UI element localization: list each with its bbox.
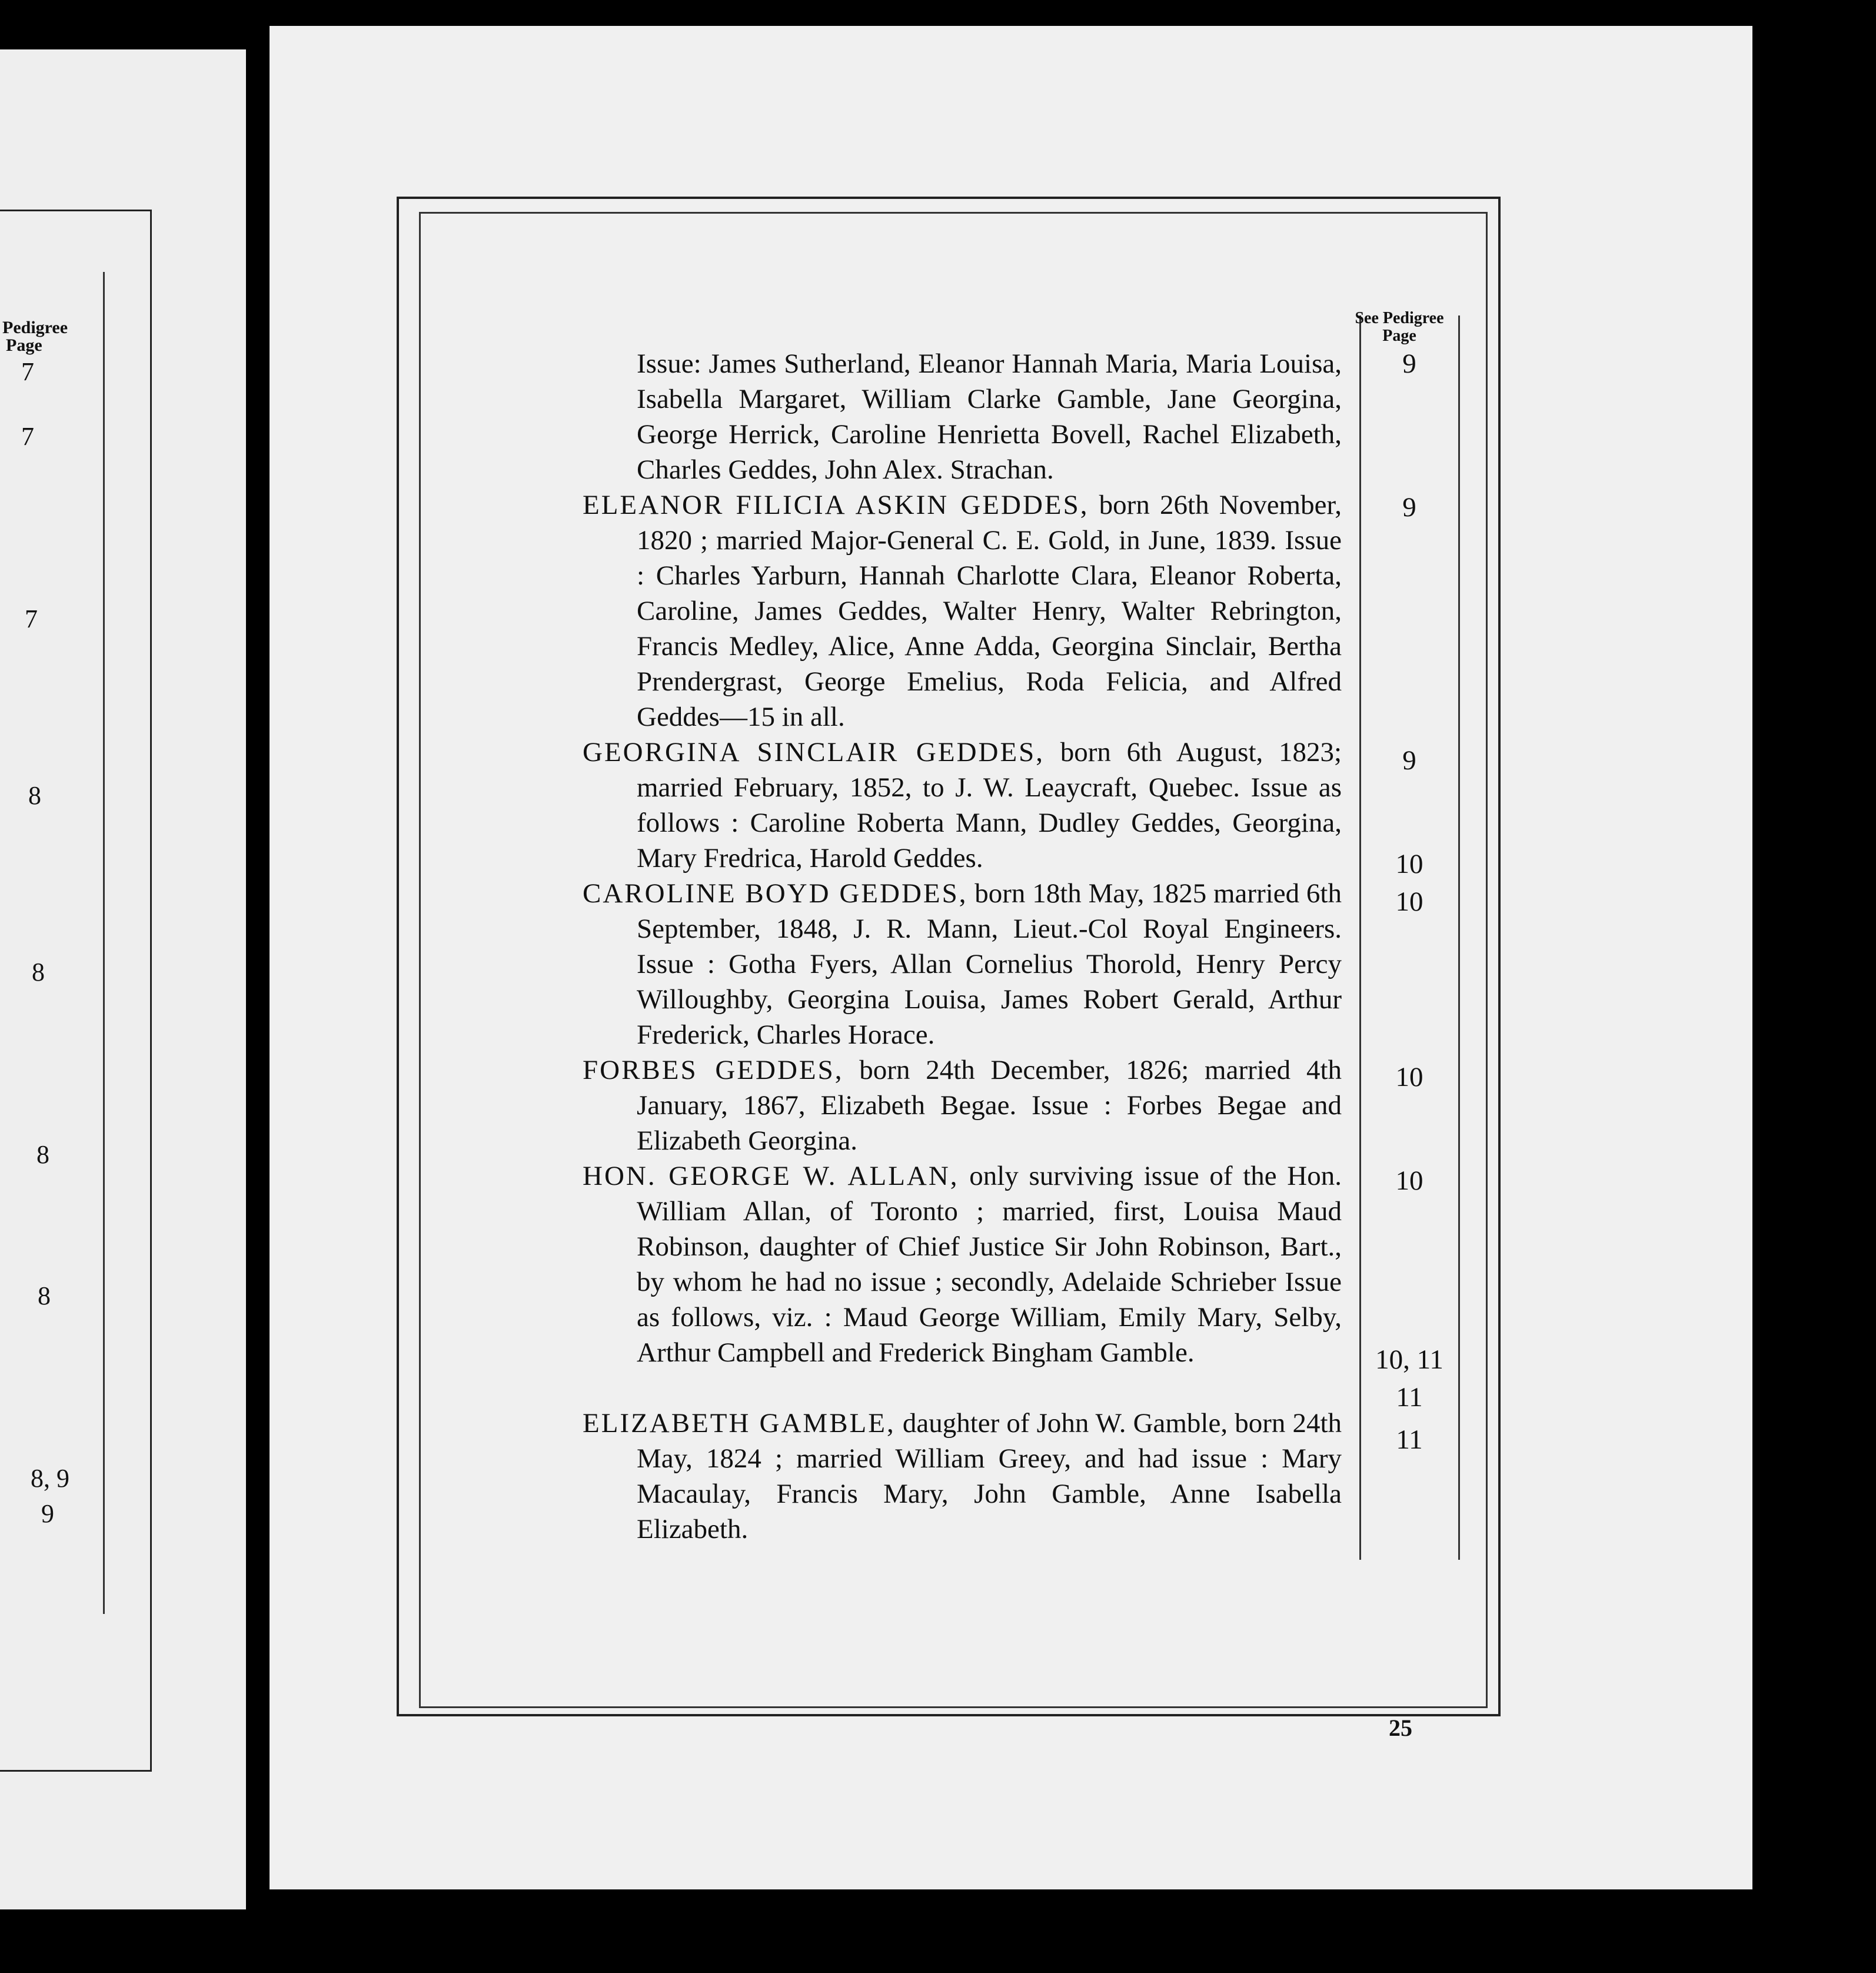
column-header-line: Page [6, 336, 42, 355]
entry-body: born 26th November, 1820 ; married Major-General C. E. Gold, in June, 1839. Issue : Charles Yarburn, Hannah Charlotte Clara, Eleanor Roberta, Caroline, James Geddes, Walter Henry, Walter Rebrington, Francis Medley, Alice, Anne Adda, Georgina Sinclair, Bertha Prendergrast, George Emelius, Roda Felicia, and Alfred Geddes—15 in all. [637, 490, 1342, 732]
genealogy-entries [583, 346, 1342, 1547]
pedigree-page-ref: 10 [1395, 886, 1423, 917]
pedigree-ref: 9 [41, 1499, 54, 1528]
entry-body: only surviving issue of the Hon. William Allan, of Toronto ; married, first, Louisa Maud Robinson, daughter of Chief Justice Sir John Robinson, Bart., by whom he had no issue ; secondly, Adelaide Schrieber Issue as follows, viz. : Maud George William, Emily Mary, Selby, Arthur Campbell and Frederick Bingham Gamble. [637, 1161, 1342, 1368]
person-name: HON. GEORGE W. ALLAN, [583, 1161, 959, 1191]
previous-page-column-rule [103, 272, 105, 1614]
entry-text [583, 487, 1342, 735]
pedigree-page-ref: 9 [1402, 745, 1416, 776]
pedigree-page-ref: 10 [1395, 849, 1423, 879]
reference-column-header [1341, 310, 1458, 345]
previous-page-column-header [2, 319, 85, 354]
person-name: GEORGINA SINCLAIR GEDDES, [583, 737, 1045, 768]
entry-body: Issue: James Sutherland, Eleanor Hannah Maria, Maria Louisa, Isabella Margaret, William Clarke Gamble, Jane Georgina, George Herrick, Caroline Henrietta Bovell, Rachel Elizabeth, Charles Geddes, John Alex. Strachan. [637, 348, 1342, 485]
entry-body: born 6th August, 1823; married February, 1852, to J. W. Leaycraft, Quebec. Issue as follows : Caroline Roberta Mann, Dudley Geddes, Georgina, Mary Fredrica, Harold Geddes. [637, 737, 1342, 873]
pedigree-ref: 7 [21, 422, 34, 451]
entry-text [583, 735, 1342, 876]
genealogy-entry [583, 487, 1342, 735]
entry-text [583, 876, 1342, 1052]
person-name: ELEANOR FILICIA ASKIN GEDDES, [583, 490, 1089, 520]
pedigree-ref: 8 [32, 958, 45, 987]
previous-page [0, 49, 246, 1909]
pedigree-page-ref: 10 [1395, 1165, 1423, 1196]
entry-body: born 24th December, 1826; married 4th January, 1867, Elizabeth Begae. Issue : Forbes Begae and Elizabeth Georgina. [637, 1055, 1342, 1156]
column-header-line: Page [1382, 327, 1416, 345]
pedigree-ref: 8, 9 [31, 1464, 69, 1493]
column-header-line: Pedigree [2, 318, 68, 337]
pedigree-page-ref: 11 [1396, 1424, 1423, 1455]
genealogy-entry [583, 1158, 1342, 1406]
genealogy-entry [583, 346, 1342, 487]
pedigree-ref: 7 [21, 357, 34, 386]
entry-text [583, 1406, 1342, 1547]
pedigree-page-ref: 9 [1402, 492, 1416, 523]
pedigree-page-ref: 9 [1402, 348, 1416, 379]
genealogy-entry [583, 1406, 1342, 1547]
person-name: ELIZABETH GAMBLE, [583, 1408, 896, 1439]
person-name: FORBES GEDDES, [583, 1055, 844, 1085]
entry-text [583, 346, 1342, 487]
pedigree-ref: 8 [38, 1281, 51, 1310]
pedigree-page-ref: 11 [1396, 1382, 1423, 1413]
genealogy-entry [583, 876, 1342, 1052]
column-header-line: See Pedigree [1355, 309, 1444, 327]
entry-body: born 18th May, 1825 married 6th September, 1848, J. R. Mann, Lieut.-Col Royal Engineers. Issue : Gotha Fyers, Allan Cornelius Thorold, Henry Percy Willoughby, Georgina Louisa, James Robert Gerald, Arthur Frederick, Charles Horace. [637, 878, 1342, 1050]
person-name: CAROLINE BOYD GEDDES, [583, 878, 968, 909]
pedigree-page-ref: 10 [1395, 1062, 1423, 1092]
page-number: 25 [1389, 1715, 1412, 1741]
entry-body: daughter of John W. Gamble, born 24th May, 1824 ; married William Greey, and had issue : Mary Macaulay, Francis Mary, John Gamble, Anne Isabella Elizabeth. [637, 1408, 1342, 1544]
genealogy-entry [583, 735, 1342, 876]
pedigree-ref: 8 [28, 781, 41, 810]
pedigree-ref: 7 [25, 604, 38, 633]
pedigree-ref: 8 [36, 1140, 49, 1169]
entry-text [583, 1158, 1342, 1370]
entry-text [583, 1052, 1342, 1158]
pedigree-page-ref: 10, 11 [1375, 1344, 1443, 1375]
genealogy-entry [583, 1052, 1342, 1158]
